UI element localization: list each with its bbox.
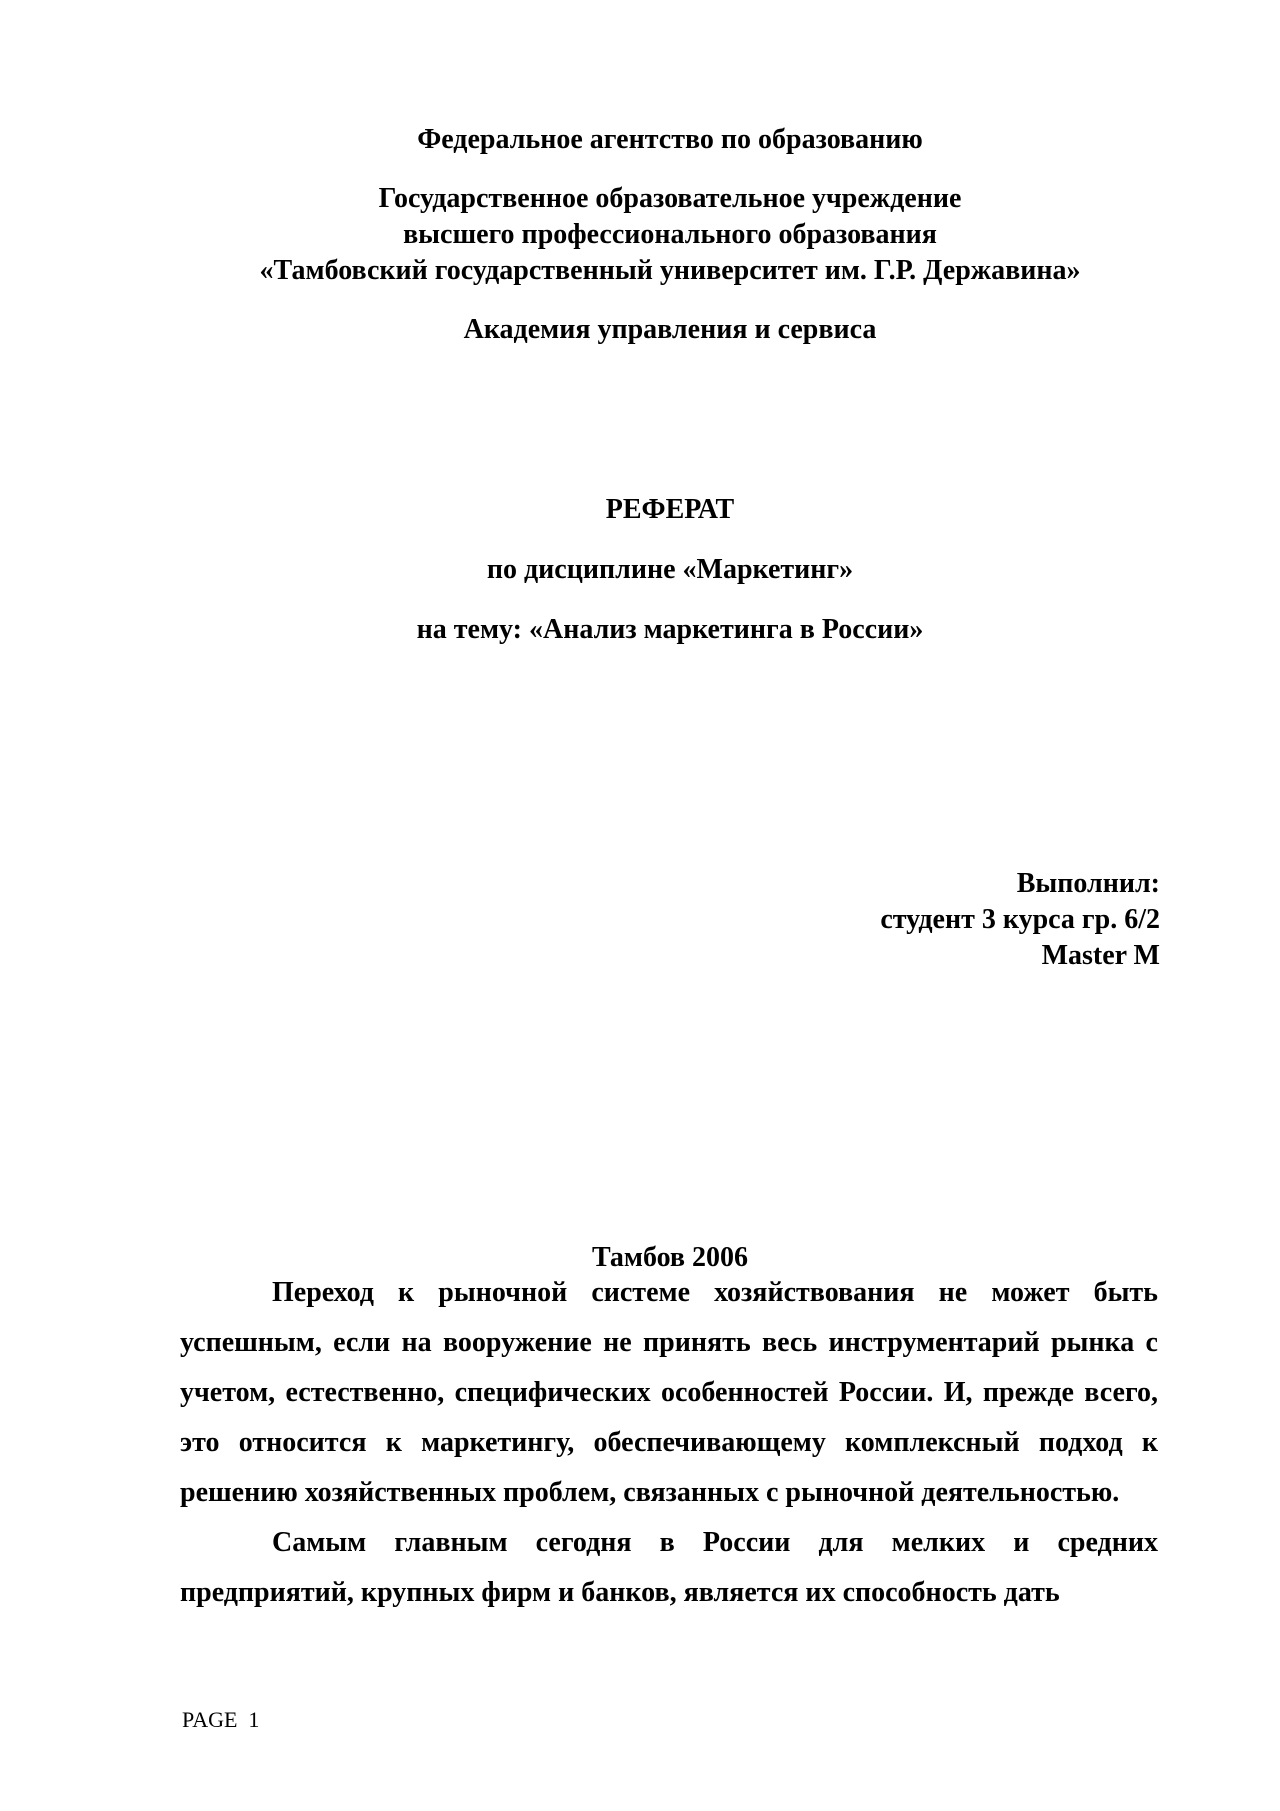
topic-line: на тему: «Анализ маркетинга в России» xyxy=(416,614,924,645)
page-number-footer: PAGE 1 xyxy=(182,1707,260,1732)
author-student: студент 3 курса гр. 6/2 xyxy=(880,904,1160,935)
agency-heading: Федеральное агентство по образованию xyxy=(417,124,923,155)
author-label: Выполнил: xyxy=(1016,868,1160,899)
document-type: РЕФЕРАТ xyxy=(605,494,735,525)
discipline-line: по дисциплине «Маркетинг» xyxy=(486,554,854,585)
academy-heading: Академия управления и сервиса xyxy=(463,314,877,345)
institution-line-1: Государственное образовательное учреждение xyxy=(378,183,962,214)
essay-body xyxy=(180,1268,1158,1618)
institution-line-2: высшего профессионального образования xyxy=(403,219,937,250)
place-year: Тамбов 2006 xyxy=(591,1242,749,1273)
author-name: Master M xyxy=(1041,940,1160,971)
paragraph-1: Переход к рыночной системе хозяйствования не может быть успешным, если на вооружение не принять весь инструментарий рынка с учетом, естественно, специфических особенностей России. И, прежде всего, это относится к маркетингу, обеспечивающему комплексный подход к решению хозяйственных проблем, связанных с рыночной деятельностью. xyxy=(180,1277,1158,1508)
paragraph-2: Самым главным сегодня в России для мелких и средних предприятий, крупных фирм и банков, является их способность дать xyxy=(180,1527,1158,1608)
institution-line-3: «Тамбовский государственный университет им. Г.Р. Державина» xyxy=(259,255,1081,286)
